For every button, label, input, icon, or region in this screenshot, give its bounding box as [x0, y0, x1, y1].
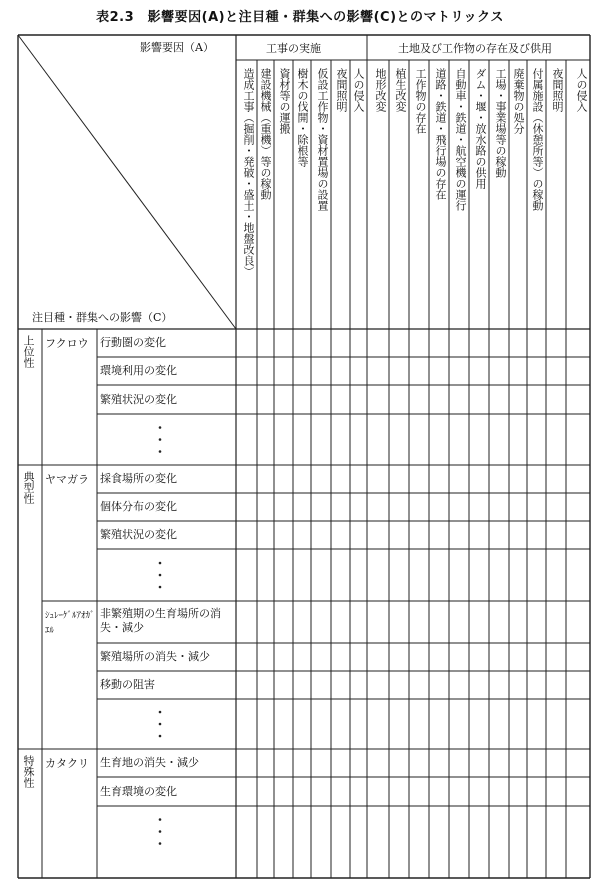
- factor-label: ダム・堰・放水路の供用: [474, 68, 487, 189]
- factor-label: 夜間照明: [551, 68, 564, 112]
- ellipsis-dot: [159, 426, 162, 429]
- ellipsis-dot: [159, 438, 162, 441]
- factor-label: 道路・鉄道・飛行場の存在: [434, 68, 447, 200]
- impact-label: 非繁殖期の生育場所の消失・減少: [100, 607, 221, 634]
- impact-label: 生育地の消失・減少: [100, 756, 199, 769]
- ellipsis-dot: [159, 830, 162, 833]
- ellipsis-dot: [159, 586, 162, 589]
- corner-impact-label: 注目種・群集への影響（C）: [32, 311, 173, 324]
- impact-label: 個体分布の変化: [100, 500, 177, 513]
- species-label: ヤマガラ: [45, 473, 89, 486]
- ellipsis-dot: [159, 735, 162, 738]
- species-label: フクロウ: [45, 337, 89, 350]
- factor-label: 人の侵入: [352, 68, 365, 112]
- factor-label: 工作物の存在: [414, 68, 427, 134]
- ellipsis-dot: [159, 842, 162, 845]
- factor-label: 造成工事（掘削・発破・盛土・地盤改良）: [242, 68, 255, 277]
- ellipsis-dot: [159, 450, 162, 453]
- factor-label: 建設機械（重機）等の稼動: [259, 68, 272, 200]
- corner-diagonal: [18, 35, 236, 329]
- factor-label: 廃棄物の処分: [512, 68, 525, 134]
- factor-label: 仮設工作物・資材置場の設置: [316, 68, 329, 211]
- impact-label: 繁殖状況の変化: [100, 528, 177, 541]
- impact-label: 繁殖場所の消失・減少: [100, 650, 210, 663]
- category-label: 上位性: [22, 335, 35, 368]
- factor-label: 付属施設（休憩所等）の稼動: [531, 68, 544, 211]
- table-title: 表2.3 影響要因(A)と注目種・群集への影響(C)とのマトリックス: [96, 10, 504, 25]
- factor-label: 自動車・鉄道・航空機の運行: [454, 68, 467, 211]
- factor-label: 地形改変: [374, 68, 387, 112]
- factor-label: 植生改変: [394, 68, 407, 112]
- factor-label: 資材等の運搬: [278, 68, 291, 134]
- factor-label: 樹木の伐開・除根等: [296, 68, 309, 167]
- factor-label: 工場・事業場等の稼動: [494, 68, 507, 178]
- ellipsis-dot: [159, 711, 162, 714]
- ellipsis-dot: [159, 723, 162, 726]
- impact-label: 採食場所の変化: [100, 472, 177, 485]
- species-label: ｼｭﾚｰｹﾞﾙｱｵｶﾞｴﾙ: [45, 611, 95, 636]
- factor-label: 夜間照明: [335, 68, 348, 112]
- impact-label: 生育環境の変化: [100, 784, 177, 798]
- ellipsis-dot: [159, 818, 162, 821]
- factor-label: 人の侵入: [575, 68, 588, 112]
- group-label-construction: 工事の実施: [266, 42, 321, 55]
- group-label-existence: 土地及び工作物の存在及び供用: [398, 42, 552, 55]
- species-label: カタクリ: [45, 757, 89, 770]
- ellipsis-dot: [159, 574, 162, 577]
- corner-factor-label: 影響要因（A）: [140, 41, 214, 54]
- impact-label: 環境利用の変化: [100, 364, 177, 377]
- impact-label: 移動の阻害: [100, 678, 155, 691]
- impact-label: 繁殖状況の変化: [100, 392, 177, 406]
- category-label: 特殊性: [22, 755, 35, 788]
- category-label: 典型性: [22, 471, 35, 504]
- impact-label: 行動圏の変化: [100, 336, 166, 349]
- ellipsis-dot: [159, 562, 162, 565]
